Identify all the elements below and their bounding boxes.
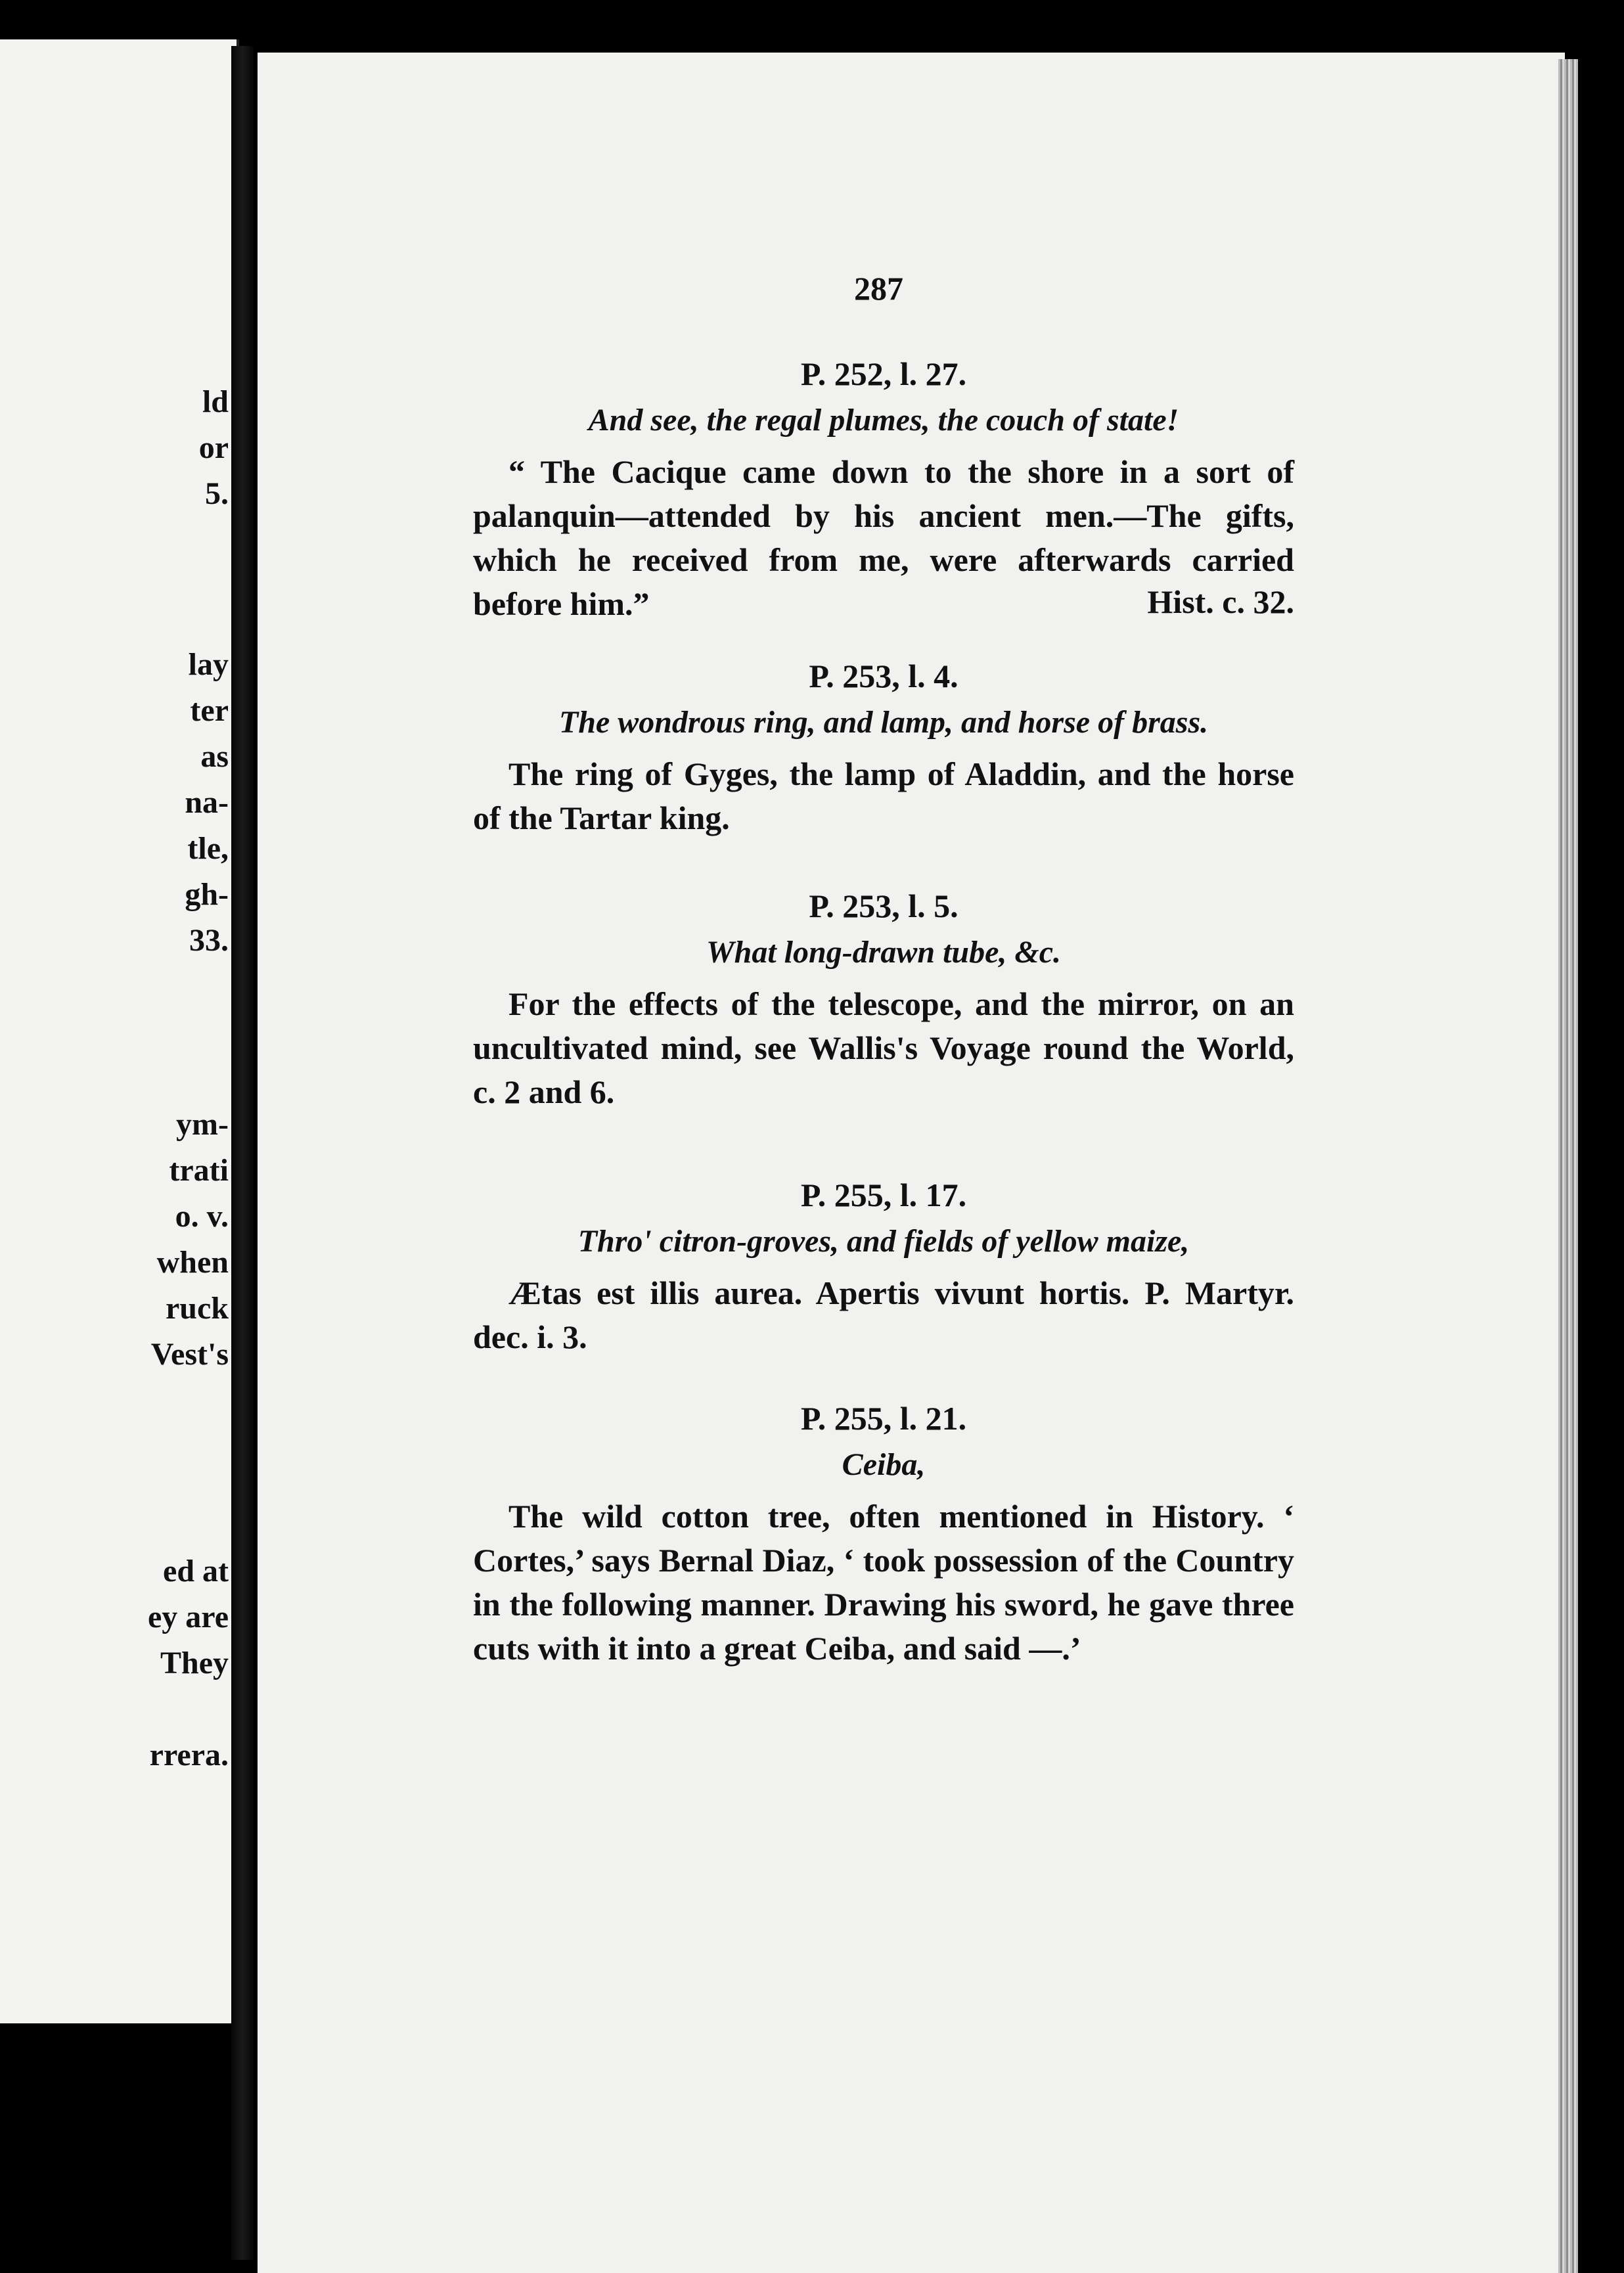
note-text: For the effects of the telescope, and the mirror, on an uncultivated mind, see Wallis's Voyage round the World, c. 2 and 6. xyxy=(473,985,1294,1110)
left-fragment: They xyxy=(160,1646,229,1680)
left-fragment: ruck xyxy=(166,1291,229,1326)
note-text: “ The Cacique came down to the shore in a sort of palanquin—attended by his ancient men.—The gifts, which he received from me, were afterwards carried before him.” xyxy=(473,453,1294,622)
left-fragment: tle, xyxy=(187,831,229,866)
note-reference: P. 255, l. 17. xyxy=(800,1177,967,1213)
left-fragment: rrera. xyxy=(149,1738,229,1772)
note-text: The wild cotton tree, often mentioned in History. ‘ Cortes,’ says Bernal Diaz, ‘ took possession of the Country in the following manner. Drawing his sword, he gave three cuts with it into a great Ceiba, and said —.’ xyxy=(473,1498,1294,1667)
left-fragment: Vest's xyxy=(150,1337,229,1372)
note-text: The ring of Gyges, the lamp of Aladdin, and the horse of the Tartar king. xyxy=(473,755,1294,836)
left-fragment: o. v. xyxy=(175,1199,229,1234)
note-quote: The wondrous ring, and lamp, and horse of brass. xyxy=(558,705,1209,740)
page-edge xyxy=(1558,59,1578,2273)
note-entry xyxy=(473,1176,1294,1359)
note-entry xyxy=(473,1399,1294,1671)
left-fragment: ter xyxy=(190,693,229,728)
left-fragment: gh- xyxy=(185,877,229,912)
note-quote: Ceiba, xyxy=(842,1447,926,1482)
note-quote: Thro' citron-groves, and fields of yellow maize, xyxy=(577,1224,1190,1259)
note-quote: What long-drawn tube, &c. xyxy=(706,935,1062,970)
left-fragment: as xyxy=(200,739,229,774)
note-reference: P. 252, l. 27. xyxy=(800,355,967,392)
left-fragment: 5. xyxy=(205,476,229,511)
note-reference: P. 253, l. 4. xyxy=(809,658,959,694)
left-fragment: 33. xyxy=(189,923,229,958)
note-reference: P. 255, l. 21. xyxy=(800,1400,967,1437)
note-quote: And see, the regal plumes, the couch of state! xyxy=(588,403,1179,438)
left-page-text-fragments xyxy=(0,39,237,2023)
left-page xyxy=(0,39,239,2023)
left-fragment: na- xyxy=(185,785,229,820)
left-fragment: ey are xyxy=(147,1600,229,1634)
note-text: Ætas est illis aurea. Apertis vivunt hortis. P. Martyr. dec. i. 3. xyxy=(473,1274,1294,1355)
note-entry xyxy=(473,657,1294,840)
book-spine xyxy=(231,46,254,2260)
left-fragment: ld xyxy=(202,384,229,419)
left-fragment: when xyxy=(156,1245,229,1280)
note-citation: Hist. c. 32. xyxy=(1147,583,1294,620)
note-entry xyxy=(473,887,1294,1114)
page-number: 287 xyxy=(854,270,903,307)
left-fragment: lay xyxy=(188,647,229,682)
left-fragment: trati xyxy=(169,1153,229,1188)
left-fragment: ed at xyxy=(163,1554,229,1588)
left-fragment: or xyxy=(198,430,229,465)
left-fragment: ym- xyxy=(176,1107,229,1142)
note-reference: P. 253, l. 5. xyxy=(809,888,959,924)
note-entry xyxy=(473,355,1294,621)
